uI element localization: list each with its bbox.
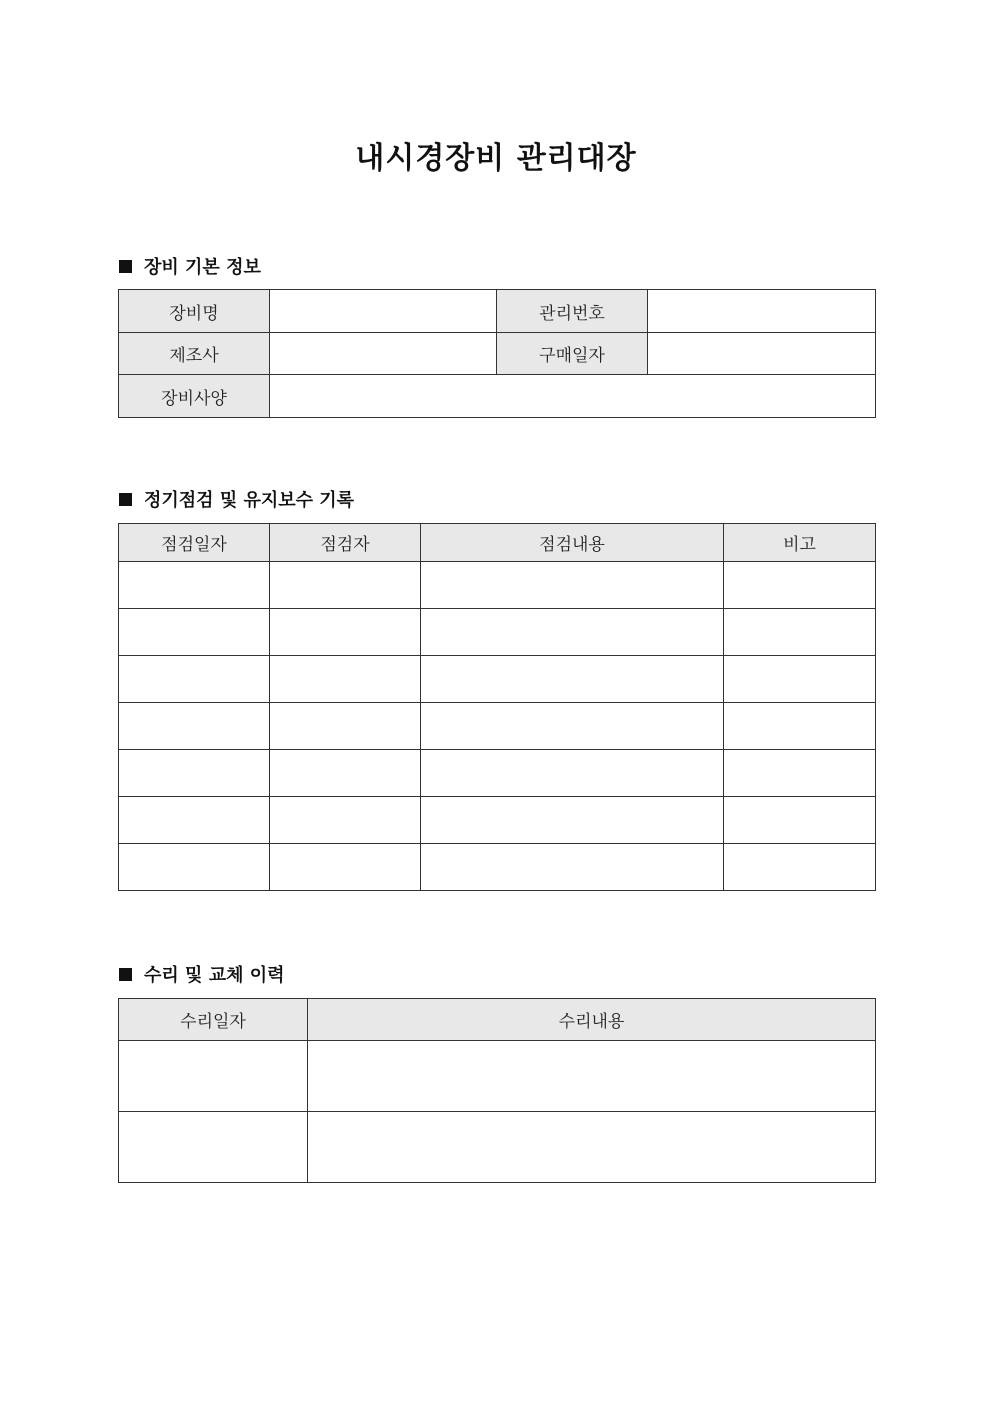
inspection-content-cell[interactable]	[421, 562, 724, 609]
square-bullet-icon	[119, 968, 132, 981]
remarks-cell[interactable]	[724, 797, 876, 844]
inspection-content-cell[interactable]	[421, 703, 724, 750]
section-heading-text: 정기점검 및 유지보수 기록	[144, 490, 355, 511]
table-row	[119, 609, 876, 656]
section-heading-repair	[119, 961, 285, 987]
inspector-cell[interactable]	[270, 750, 421, 797]
inspector-cell[interactable]	[270, 844, 421, 891]
inspection-date-cell[interactable]	[119, 609, 270, 656]
section-heading-text: 수리 및 교체 이력	[144, 965, 285, 986]
column-header-inspector: 점검자	[270, 524, 421, 562]
column-header-repair-content: 수리내용	[308, 999, 876, 1041]
management-number-label: 관리번호	[497, 290, 648, 333]
repair-date-cell[interactable]	[119, 1041, 308, 1112]
equipment-name-field[interactable]	[270, 290, 497, 333]
remarks-cell[interactable]	[724, 750, 876, 797]
section-heading-basic-info	[119, 253, 261, 279]
table-row	[119, 1112, 876, 1183]
table-row	[119, 703, 876, 750]
column-header-inspection-date: 점검일자	[119, 524, 270, 562]
remarks-cell[interactable]	[724, 844, 876, 891]
inspection-date-cell[interactable]	[119, 703, 270, 750]
inspector-cell[interactable]	[270, 562, 421, 609]
inspection-content-cell[interactable]	[421, 750, 724, 797]
column-header-remarks: 비고	[724, 524, 876, 562]
inspector-cell[interactable]	[270, 703, 421, 750]
table-row	[119, 750, 876, 797]
inspection-content-cell[interactable]	[421, 609, 724, 656]
remarks-cell[interactable]	[724, 609, 876, 656]
inspector-cell[interactable]	[270, 609, 421, 656]
inspection-date-cell[interactable]	[119, 656, 270, 703]
purchase-date-label: 구매일자	[497, 333, 648, 375]
equipment-spec-label: 장비사양	[119, 375, 270, 418]
manufacturer-field[interactable]	[270, 333, 497, 375]
inspector-cell[interactable]	[270, 656, 421, 703]
repair-content-cell[interactable]	[308, 1112, 876, 1183]
section-heading-inspection	[119, 486, 354, 512]
repair-content-cell[interactable]	[308, 1041, 876, 1112]
remarks-cell[interactable]	[724, 703, 876, 750]
square-bullet-icon	[119, 260, 132, 273]
inspection-date-cell[interactable]	[119, 844, 270, 891]
purchase-date-field[interactable]	[648, 333, 876, 375]
repair-table	[118, 998, 876, 1183]
remarks-cell[interactable]	[724, 656, 876, 703]
inspection-date-cell[interactable]	[119, 797, 270, 844]
equipment-name-label: 장비명	[119, 290, 270, 333]
management-number-field[interactable]	[648, 290, 876, 333]
table-row	[119, 656, 876, 703]
repair-date-cell[interactable]	[119, 1112, 308, 1183]
column-header-inspection-content: 점검내용	[421, 524, 724, 562]
table-row	[119, 1041, 876, 1112]
remarks-cell[interactable]	[724, 562, 876, 609]
page-title: 내시경장비 관리대장	[355, 141, 637, 176]
inspection-content-cell[interactable]	[421, 656, 724, 703]
section-heading-text: 장비 기본 정보	[144, 257, 261, 278]
column-header-repair-date: 수리일자	[119, 999, 308, 1041]
inspection-date-cell[interactable]	[119, 562, 270, 609]
inspector-cell[interactable]	[270, 797, 421, 844]
inspection-content-cell[interactable]	[421, 844, 724, 891]
inspection-table	[118, 523, 876, 891]
table-row	[119, 844, 876, 891]
equipment-spec-field[interactable]	[270, 375, 876, 418]
square-bullet-icon	[119, 493, 132, 506]
table-row	[119, 562, 876, 609]
basic-info-table	[118, 289, 876, 418]
table-row	[119, 797, 876, 844]
inspection-date-cell[interactable]	[119, 750, 270, 797]
manufacturer-label: 제조사	[119, 333, 270, 375]
inspection-content-cell[interactable]	[421, 797, 724, 844]
